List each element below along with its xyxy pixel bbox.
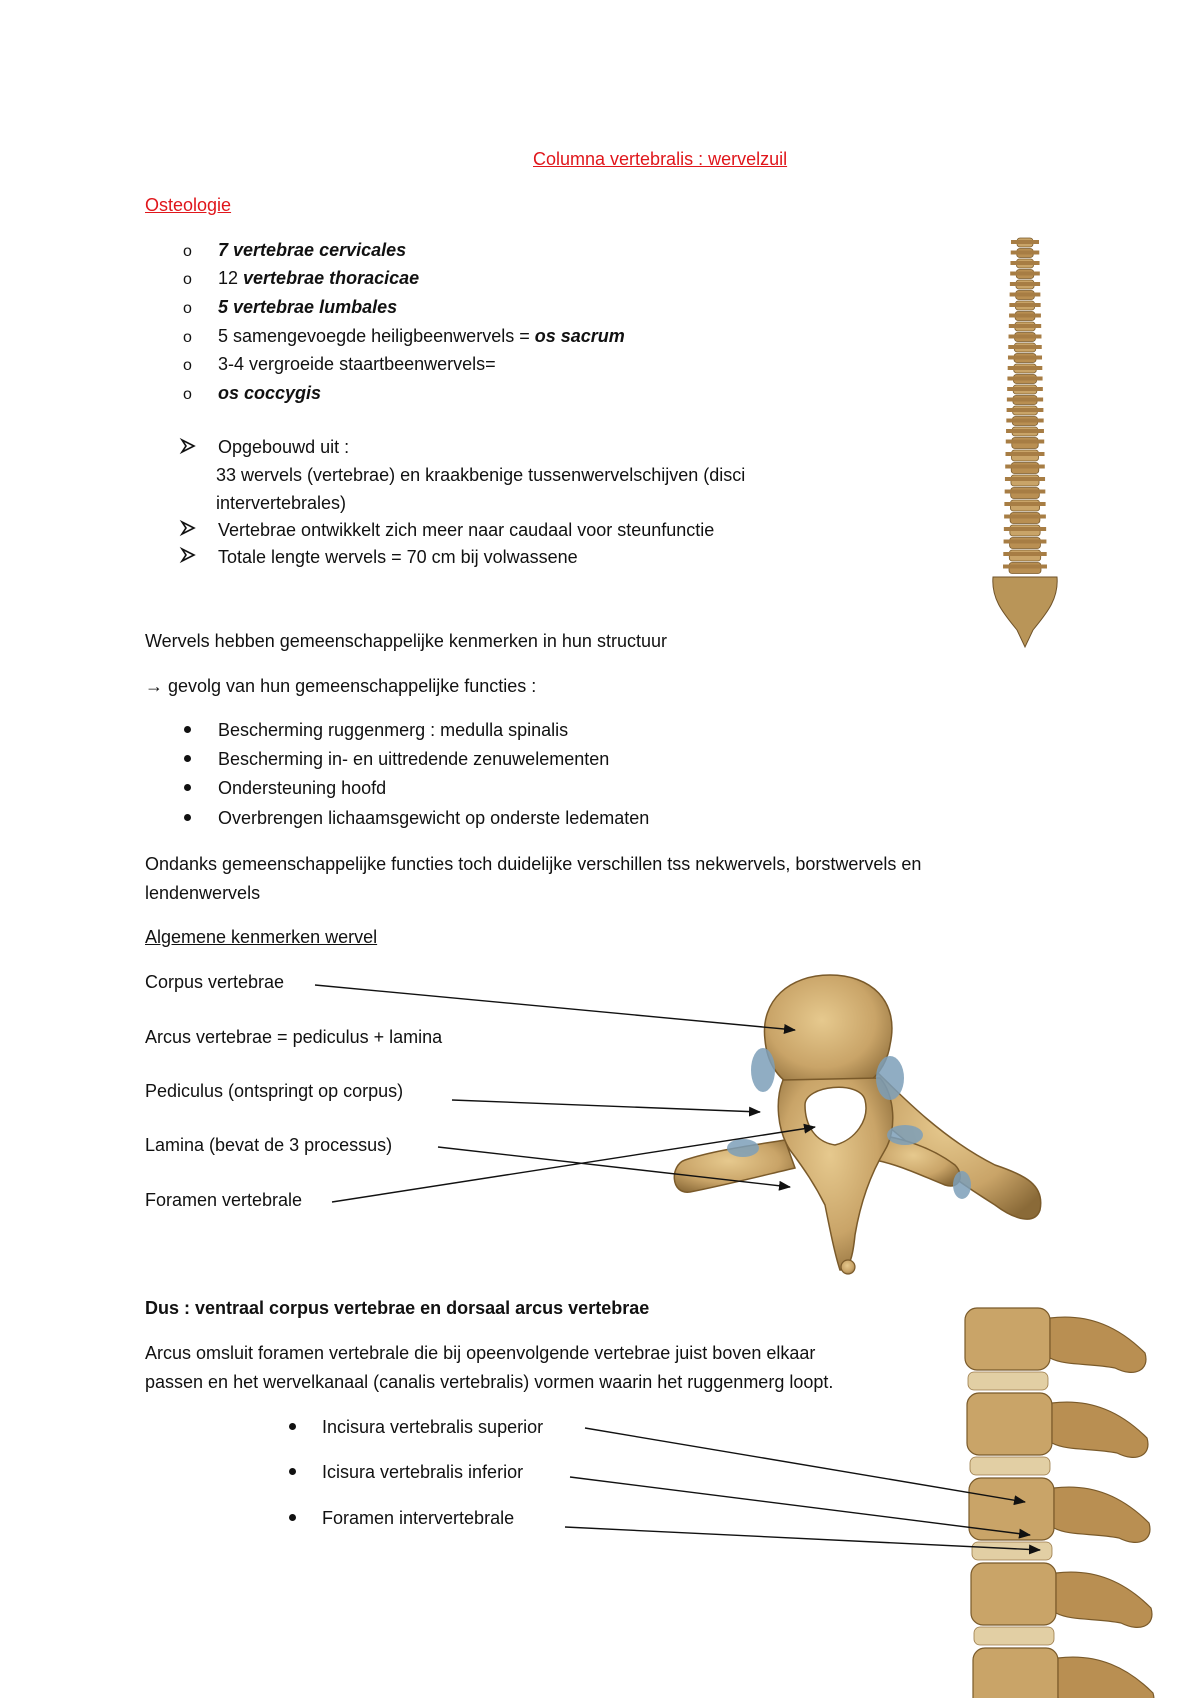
arrow-list-item-cont: 33 wervels (vertebrae) en kraakbenige tussenwervelschijven (disci	[216, 465, 746, 485]
arrow-lamina	[438, 1147, 790, 1187]
arrow-list-item: Opgebouwd uit :	[218, 437, 350, 457]
paragraph-dus: Dus : ventraal corpus vertebrae en dorsaal arcus vertebrae	[145, 1298, 650, 1318]
paragraph: lendenwervels	[145, 883, 261, 903]
label-lamina: Lamina (bevat de 3 processus)	[145, 1135, 393, 1155]
arrow-list-item: Vertebrae ontwikkelt zich meer naar caudaal voor steunfunctie	[218, 520, 715, 540]
list-item: 7 vertebrae cervicales	[218, 240, 407, 260]
list-item: Ondersteuning hoofd	[218, 778, 387, 798]
list-item: 12 vertebrae thoracicae	[218, 268, 420, 288]
paragraph: Wervels hebben gemeenschappelijke kenmerken in hun structuur	[145, 631, 667, 651]
arrow-corpus	[315, 985, 795, 1030]
arrow-foramen-vertebrale	[332, 1127, 815, 1202]
list-item: os coccygis	[218, 383, 322, 403]
arrow-incisura-superior	[585, 1428, 1025, 1502]
circle-o-icon: o	[183, 243, 192, 260]
list-item: Bescherming in- en uittredende zenuwelementen	[218, 749, 610, 769]
label-incisura-inferior: Icisura vertebralis inferior	[322, 1462, 524, 1482]
paragraph: passen en het wervelkanaal (canalis vertebralis) vormen waarin het ruggenmerg loopt.	[145, 1372, 834, 1392]
list-item: Bescherming ruggenmerg : medulla spinalis	[218, 720, 569, 740]
label-corpus-vertebrae: Corpus vertebrae	[145, 972, 285, 992]
list-item: Overbrengen lichaamsgewicht op onderste ledematen	[218, 808, 650, 828]
section-heading-algemene: Algemene kenmerken wervel	[145, 927, 378, 947]
circle-o-icon: o	[183, 386, 192, 403]
label-pediculus: Pediculus (ontspringt op corpus)	[145, 1081, 404, 1101]
circle-o-icon: o	[183, 300, 192, 317]
label-foramen-vertebrale: Foramen vertebrale	[145, 1190, 303, 1210]
arrow-pediculus	[452, 1100, 760, 1112]
label-foramen-intervertebrale: Foramen intervertebrale	[322, 1508, 515, 1528]
list-item: 3-4 vergroeide staartbeenwervels=	[218, 354, 496, 374]
list-item: 5 samengevoegde heiligbeenwervels = os sacrum	[218, 326, 625, 346]
arrow-list-item-cont: intervertebrales)	[216, 493, 347, 513]
paragraph: → gevolg van hun gemeenschappelijke functies :	[145, 676, 537, 696]
paragraph: Arcus omsluit foramen vertebrale die bij opeenvolgende vertebrae juist boven elkaar	[145, 1343, 816, 1363]
arrow-foramen-intervertebrale	[565, 1527, 1040, 1550]
page-title: Columna vertebralis : wervelzuil	[533, 149, 788, 169]
circle-o-icon: o	[183, 329, 192, 346]
arrow-incisura-inferior	[570, 1477, 1030, 1535]
label-incisura-superior: Incisura vertebralis superior	[322, 1417, 544, 1437]
circle-o-icon: o	[183, 271, 192, 288]
list-item: 5 vertebrae lumbales	[218, 297, 398, 317]
section-heading-osteologie: Osteologie	[145, 195, 232, 215]
arrow-list-item: Totale lengte wervels = 70 cm bij volwassene	[218, 547, 578, 567]
circle-o-icon: o	[183, 357, 192, 374]
label-arcus-vertebrae: Arcus vertebrae = pediculus + lamina	[145, 1027, 443, 1047]
paragraph: Ondanks gemeenschappelijke functies toch duidelijke verschillen tss nekwervels, borstwervels en	[145, 854, 922, 874]
